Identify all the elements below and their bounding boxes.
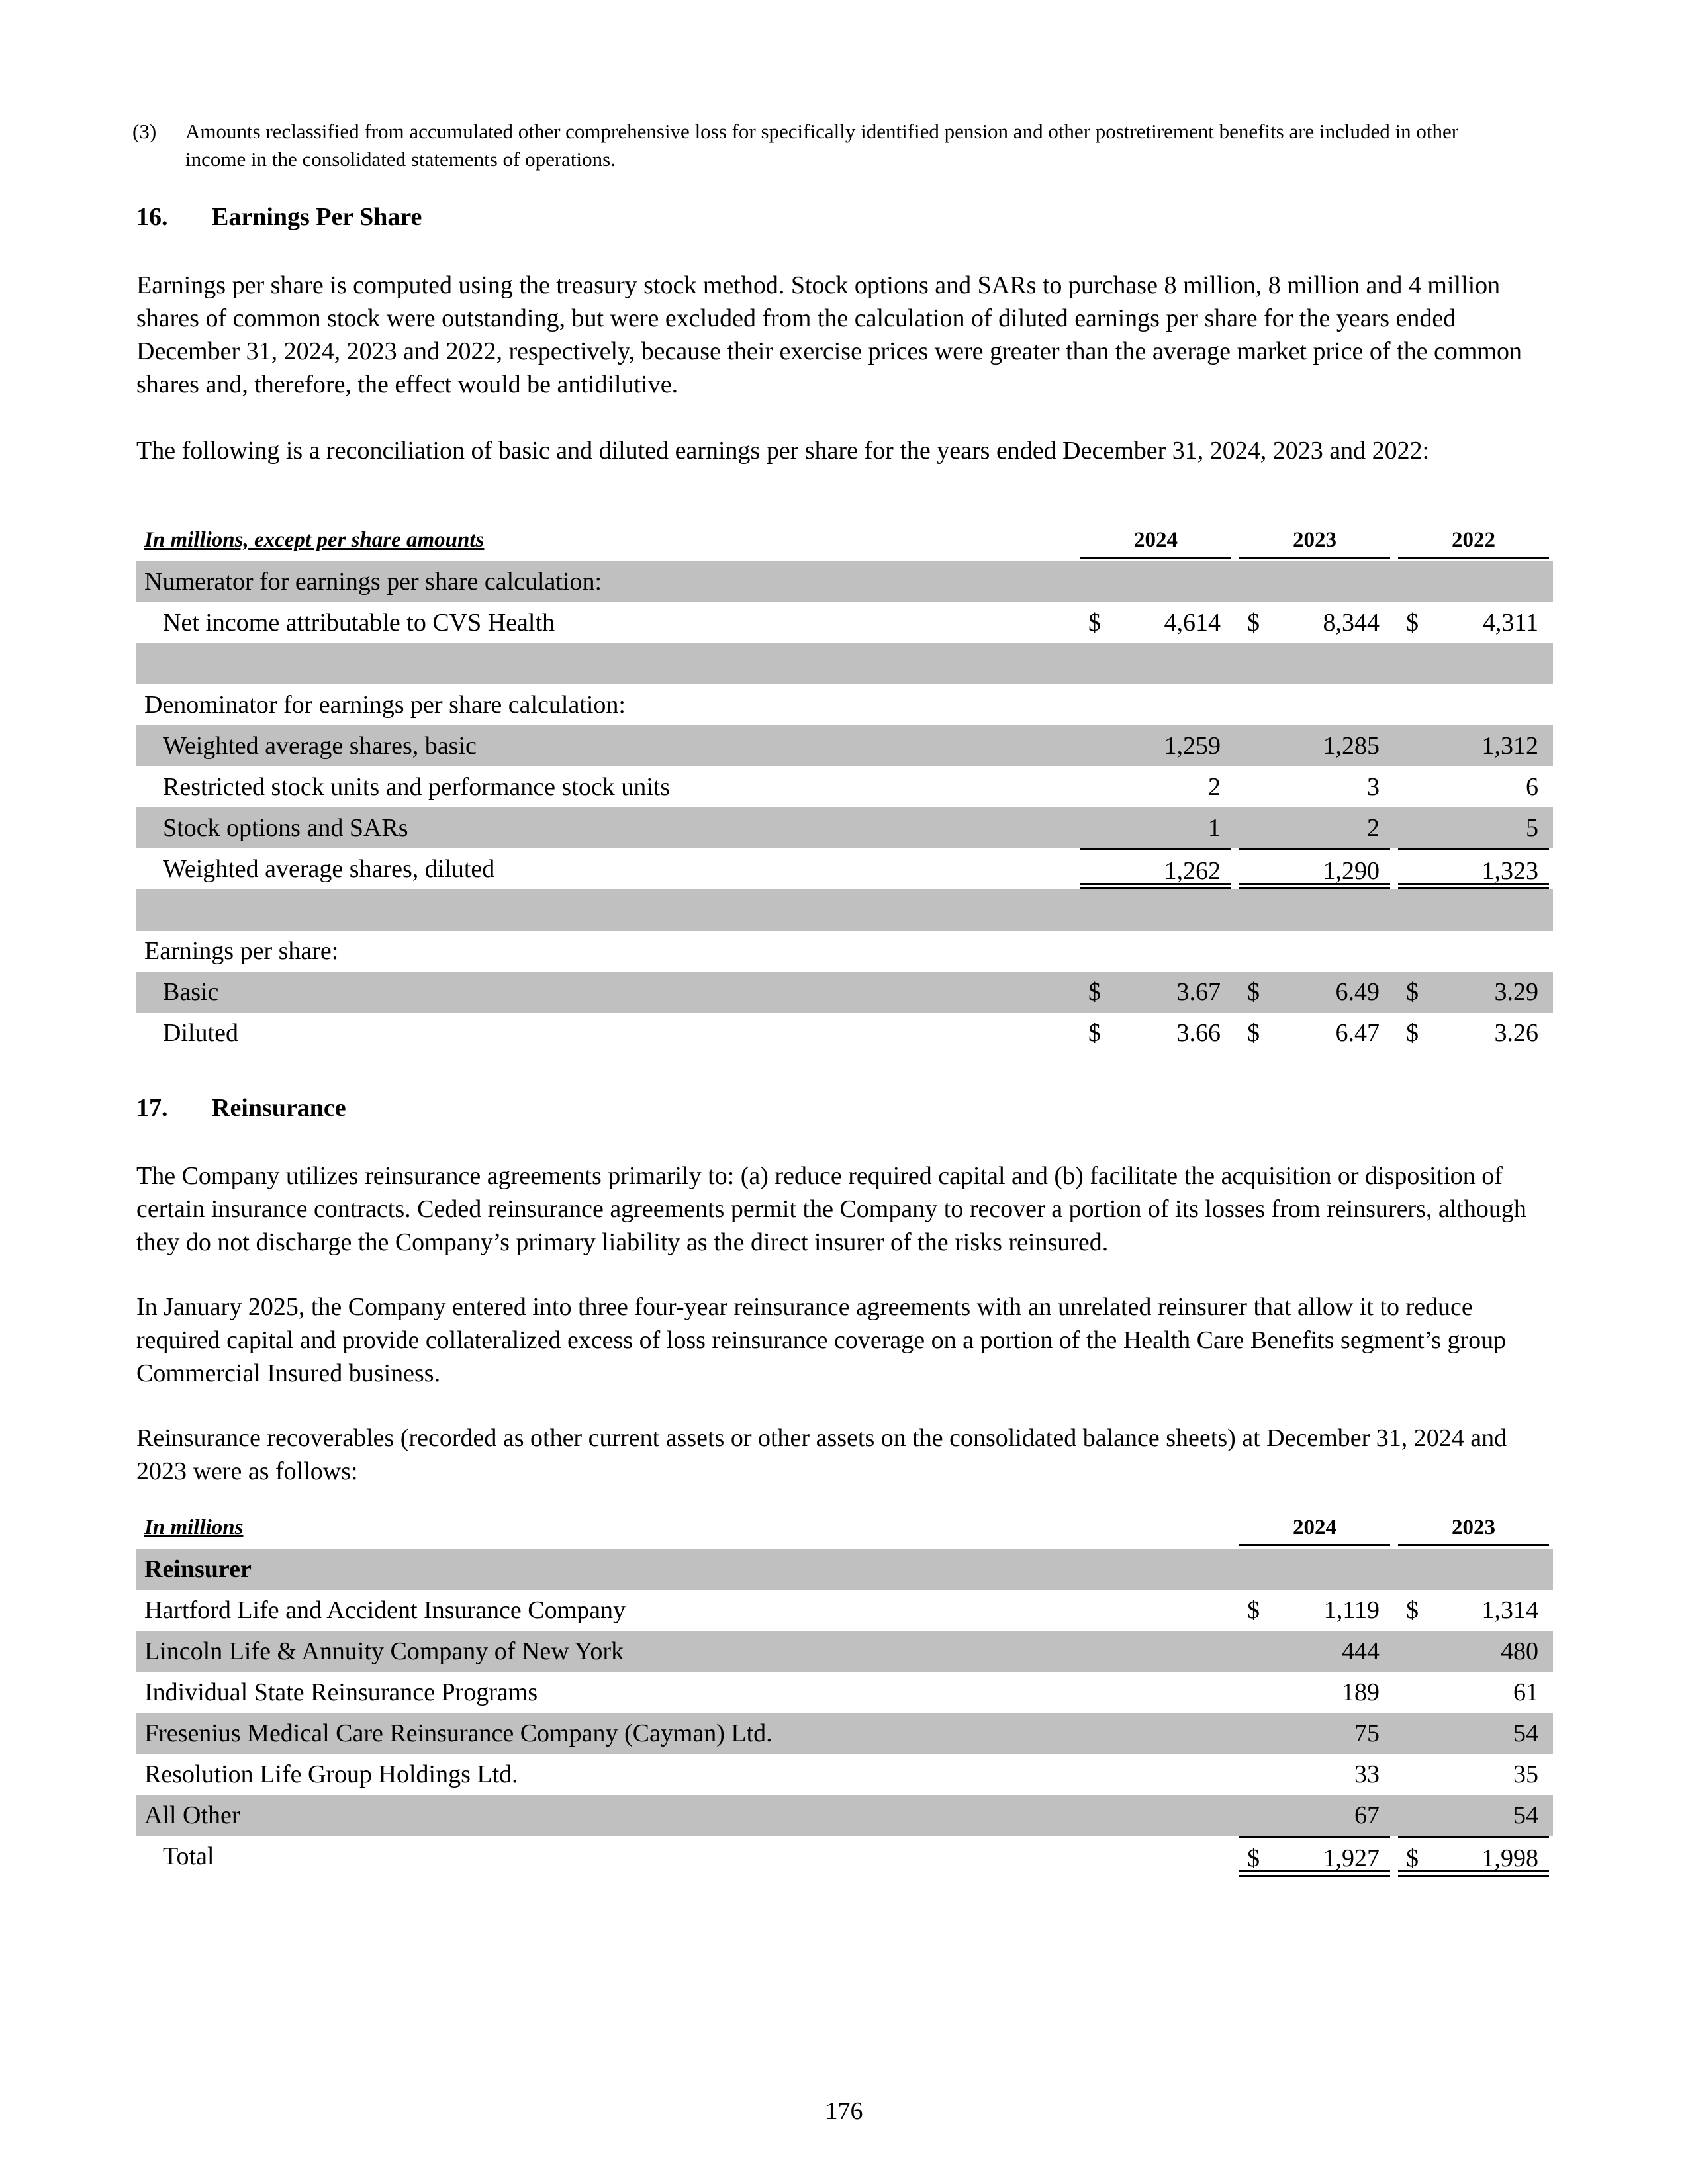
table-cell bbox=[1398, 1754, 1549, 1795]
cell-value: 3.67 bbox=[1176, 978, 1221, 1006]
table-cell bbox=[1080, 725, 1231, 766]
eps-table bbox=[136, 528, 1553, 1054]
table-cell bbox=[1080, 807, 1231, 848]
cell-value: 75 bbox=[1354, 1719, 1380, 1747]
table-cell bbox=[1239, 889, 1390, 931]
table-cell bbox=[1239, 1713, 1390, 1754]
section-17-number: 17. bbox=[136, 1094, 168, 1122]
page-number: 176 bbox=[825, 2097, 863, 2125]
reinsurance-table bbox=[136, 1516, 1553, 1877]
cell-value: 1,262 bbox=[1164, 857, 1221, 885]
eps-table-caption: In millions, except per share amounts bbox=[144, 528, 485, 552]
cell-value: 1,290 bbox=[1323, 857, 1380, 885]
table-cell bbox=[1080, 848, 1231, 889]
cell-value: 4,311 bbox=[1482, 609, 1538, 637]
table-cell bbox=[1239, 766, 1390, 807]
table-cell bbox=[1239, 725, 1390, 766]
currency-symbol: $ bbox=[1247, 1019, 1260, 1047]
cell-value: 33 bbox=[1354, 1760, 1380, 1788]
table-cell bbox=[1239, 561, 1390, 602]
cell-value: 1,312 bbox=[1481, 732, 1538, 760]
currency-symbol: $ bbox=[1406, 1019, 1419, 1047]
cell-value: 480 bbox=[1501, 1637, 1538, 1665]
table-cell bbox=[1239, 643, 1390, 684]
eps-year-2022: 2022 bbox=[1398, 528, 1549, 559]
table-cell bbox=[1398, 807, 1549, 848]
table-cell bbox=[1239, 848, 1390, 889]
row-label: Denominator for earnings per share calculation: bbox=[144, 691, 626, 719]
row-label: Weighted average shares, diluted bbox=[163, 855, 495, 883]
table-row bbox=[136, 807, 1553, 848]
currency-symbol: $ bbox=[1247, 609, 1260, 637]
section-17-paragraph-3: Reinsurance recoverables (recorded as other current assets or other assets on the consolidated balance sheets) at December 31, 2024 and 2023 were as follows: bbox=[136, 1424, 1507, 1485]
currency-symbol: $ bbox=[1406, 978, 1419, 1006]
cell-value: 1 bbox=[1208, 814, 1221, 842]
row-label: All Other bbox=[144, 1801, 240, 1829]
table-cell bbox=[1239, 1754, 1390, 1795]
cell-value: 67 bbox=[1354, 1801, 1380, 1829]
section-16-paragraph-2: The following is a reconciliation of basic and diluted earnings per share for the years ended December 31, 2024, 2023 and 2022: bbox=[136, 437, 1430, 465]
cell-value: 1,998 bbox=[1481, 1844, 1538, 1872]
table-cell bbox=[1080, 1013, 1231, 1054]
cell-value: 54 bbox=[1513, 1801, 1538, 1829]
cell-value: 1,323 bbox=[1481, 857, 1538, 885]
footnote-number: (3) bbox=[132, 120, 157, 143]
table-cell bbox=[1080, 931, 1231, 972]
cell-value: 1,119 bbox=[1323, 1596, 1380, 1624]
section-17-paragraph-2: In January 2025, the Company entered into three four-year reinsurance agreements with an unrelated reinsurer that allow it to reduce required capital and provide collateralized excess of loss reinsurance coverage on a portion of the Health Care Benefits segment’s group Commercial Insured business. bbox=[136, 1293, 1507, 1387]
currency-symbol: $ bbox=[1088, 609, 1101, 637]
table-cell bbox=[1080, 889, 1231, 931]
footnote-text: Amounts reclassified from accumulated other comprehensive loss for specifically identified pension and other postretirement benefits are included in other income in the consolidated statements of operations. bbox=[185, 120, 1459, 171]
table-cell bbox=[1398, 766, 1549, 807]
cell-value: 189 bbox=[1342, 1678, 1380, 1706]
table-cell bbox=[1398, 889, 1549, 931]
cell-value: 2 bbox=[1367, 814, 1380, 842]
row-label: Total bbox=[163, 1843, 214, 1870]
table-cell bbox=[1080, 684, 1231, 725]
table-cell bbox=[1398, 1549, 1549, 1590]
cell-value: 6 bbox=[1526, 773, 1538, 801]
cell-value: 444 bbox=[1342, 1637, 1380, 1665]
row-label: Hartford Life and Accident Insurance Company bbox=[144, 1596, 626, 1624]
currency-symbol: $ bbox=[1088, 1019, 1101, 1047]
cell-value: 61 bbox=[1513, 1678, 1538, 1706]
table-cell bbox=[1239, 807, 1390, 848]
currency-symbol: $ bbox=[1247, 1596, 1260, 1624]
table-cell bbox=[1080, 602, 1231, 643]
row-label: Earnings per share: bbox=[144, 937, 339, 965]
table-cell bbox=[1398, 684, 1549, 725]
table-cell bbox=[1398, 1631, 1549, 1672]
section-16-title: Earnings Per Share bbox=[212, 203, 422, 231]
cell-value: 3.29 bbox=[1494, 978, 1538, 1006]
row-label: Lincoln Life & Annuity Company of New York bbox=[144, 1637, 624, 1665]
cell-value: 1,259 bbox=[1164, 732, 1221, 760]
table-cell bbox=[1080, 561, 1231, 602]
table-row bbox=[136, 725, 1553, 766]
table-cell bbox=[1398, 602, 1549, 643]
row-label: Net income attributable to CVS Health bbox=[163, 609, 555, 637]
cell-value: 1,314 bbox=[1481, 1596, 1538, 1624]
section-16-number: 16. bbox=[136, 203, 168, 231]
table-cell bbox=[1398, 972, 1549, 1013]
cell-value: 35 bbox=[1513, 1760, 1538, 1788]
row-label: Reinsurer bbox=[144, 1555, 252, 1583]
table-row bbox=[136, 1590, 1553, 1631]
cell-value: 5 bbox=[1526, 814, 1538, 842]
reinsurance-year-2024: 2024 bbox=[1239, 1516, 1390, 1546]
table-cell bbox=[1398, 1836, 1549, 1877]
table-cell bbox=[1080, 643, 1231, 684]
cell-value: 2 bbox=[1208, 773, 1221, 801]
table-row bbox=[136, 1754, 1553, 1795]
reinsurance-table-body bbox=[136, 1549, 1553, 1877]
table-row bbox=[136, 1631, 1553, 1672]
cell-value: 4,614 bbox=[1164, 609, 1221, 637]
table-cell bbox=[1239, 602, 1390, 643]
row-label: Basic bbox=[163, 978, 219, 1006]
table-row bbox=[136, 972, 1553, 1013]
cell-value: 8,344 bbox=[1323, 609, 1380, 637]
reinsurance-year-2023: 2023 bbox=[1398, 1516, 1549, 1546]
eps-table-body bbox=[136, 561, 1553, 1054]
currency-symbol: $ bbox=[1088, 978, 1101, 1006]
table-cell bbox=[1398, 848, 1549, 889]
row-label: Diluted bbox=[163, 1019, 238, 1047]
currency-symbol: $ bbox=[1247, 978, 1260, 1006]
table-cell bbox=[1398, 931, 1549, 972]
table-row bbox=[136, 766, 1553, 807]
section-17-paragraph-1: The Company utilizes reinsurance agreements primarily to: (a) reduce required capital and (b) facilitate the acquisition or disposition of certain insurance contracts. Ceded reinsurance agreements permit the Company to recover a portion of its losses from reinsurers, although they do not discharge the Company’s primary liability as the direct insurer of the risks reinsured. bbox=[136, 1162, 1526, 1256]
row-label: Weighted average shares, basic bbox=[163, 732, 477, 760]
eps-table-header bbox=[136, 528, 1553, 561]
cell-value: 6.47 bbox=[1335, 1019, 1380, 1047]
table-cell bbox=[1398, 1672, 1549, 1713]
table-cell bbox=[1080, 972, 1231, 1013]
row-label: Numerator for earnings per share calculation: bbox=[144, 568, 602, 596]
reinsurance-table-caption: In millions bbox=[144, 1516, 244, 1539]
currency-symbol: $ bbox=[1406, 1844, 1419, 1872]
currency-symbol: $ bbox=[1247, 1844, 1260, 1872]
cell-value: 1,927 bbox=[1323, 1844, 1380, 1872]
table-cell bbox=[1239, 931, 1390, 972]
cell-value: 3.26 bbox=[1494, 1019, 1538, 1047]
footnote bbox=[132, 118, 1523, 173]
table-cell bbox=[1239, 1590, 1390, 1631]
table-cell bbox=[1398, 1013, 1549, 1054]
cell-value: 54 bbox=[1513, 1719, 1538, 1747]
table-cell bbox=[1398, 725, 1549, 766]
table-cell bbox=[1239, 1631, 1390, 1672]
row-label: Stock options and SARs bbox=[163, 814, 408, 842]
table-cell bbox=[1239, 1013, 1390, 1054]
cell-value: 1,285 bbox=[1323, 732, 1380, 760]
currency-symbol: $ bbox=[1406, 609, 1419, 637]
section-17-title: Reinsurance bbox=[212, 1094, 346, 1122]
table-row bbox=[136, 602, 1553, 643]
table-row bbox=[136, 561, 1553, 602]
table-row bbox=[136, 684, 1553, 725]
table-row bbox=[136, 1713, 1553, 1754]
currency-symbol: $ bbox=[1406, 1596, 1419, 1624]
table-row bbox=[136, 1672, 1553, 1713]
table-row bbox=[136, 931, 1553, 972]
table-row bbox=[136, 889, 1553, 931]
row-label: Individual State Reinsurance Programs bbox=[144, 1678, 538, 1706]
table-row bbox=[136, 848, 1553, 889]
table-cell bbox=[1398, 561, 1549, 602]
table-cell bbox=[1239, 1836, 1390, 1877]
cell-value: 3.66 bbox=[1176, 1019, 1221, 1047]
table-row bbox=[136, 1549, 1553, 1590]
cell-value: 3 bbox=[1367, 773, 1380, 801]
table-cell bbox=[1239, 1795, 1390, 1836]
eps-year-2024: 2024 bbox=[1080, 528, 1231, 559]
section-16-heading bbox=[136, 203, 422, 232]
eps-year-2023: 2023 bbox=[1239, 528, 1390, 559]
table-cell bbox=[1239, 1672, 1390, 1713]
row-label: Fresenius Medical Care Reinsurance Company (Cayman) Ltd. bbox=[144, 1719, 773, 1747]
table-cell bbox=[1239, 972, 1390, 1013]
row-label: Restricted stock units and performance stock units bbox=[163, 773, 671, 801]
section-16-paragraph-1: Earnings per share is computed using the treasury stock method. Stock options and SARs to purchase 8 million, 8 million and 4 million shares of common stock were outstanding, but were excluded from the calculation of diluted earnings per share for the years ended December 31, 2024, 2023 and 2022, respectively, because their exercise prices were greater than the average market price of the common shares and, therefore, the effect would be antidilutive. bbox=[136, 271, 1522, 398]
table-cell bbox=[1398, 1713, 1549, 1754]
table-cell bbox=[1239, 684, 1390, 725]
table-cell bbox=[1398, 643, 1549, 684]
table-row bbox=[136, 1013, 1553, 1054]
table-cell bbox=[1398, 1795, 1549, 1836]
table-cell bbox=[1398, 1590, 1549, 1631]
table-cell bbox=[1239, 1549, 1390, 1590]
reinsurance-table-header bbox=[136, 1516, 1553, 1549]
section-17-heading bbox=[136, 1093, 346, 1122]
table-row bbox=[136, 1836, 1553, 1877]
table-row bbox=[136, 1795, 1553, 1836]
table-row bbox=[136, 643, 1553, 684]
cell-value: 6.49 bbox=[1335, 978, 1380, 1006]
table-cell bbox=[1080, 766, 1231, 807]
row-label: Resolution Life Group Holdings Ltd. bbox=[144, 1760, 518, 1788]
